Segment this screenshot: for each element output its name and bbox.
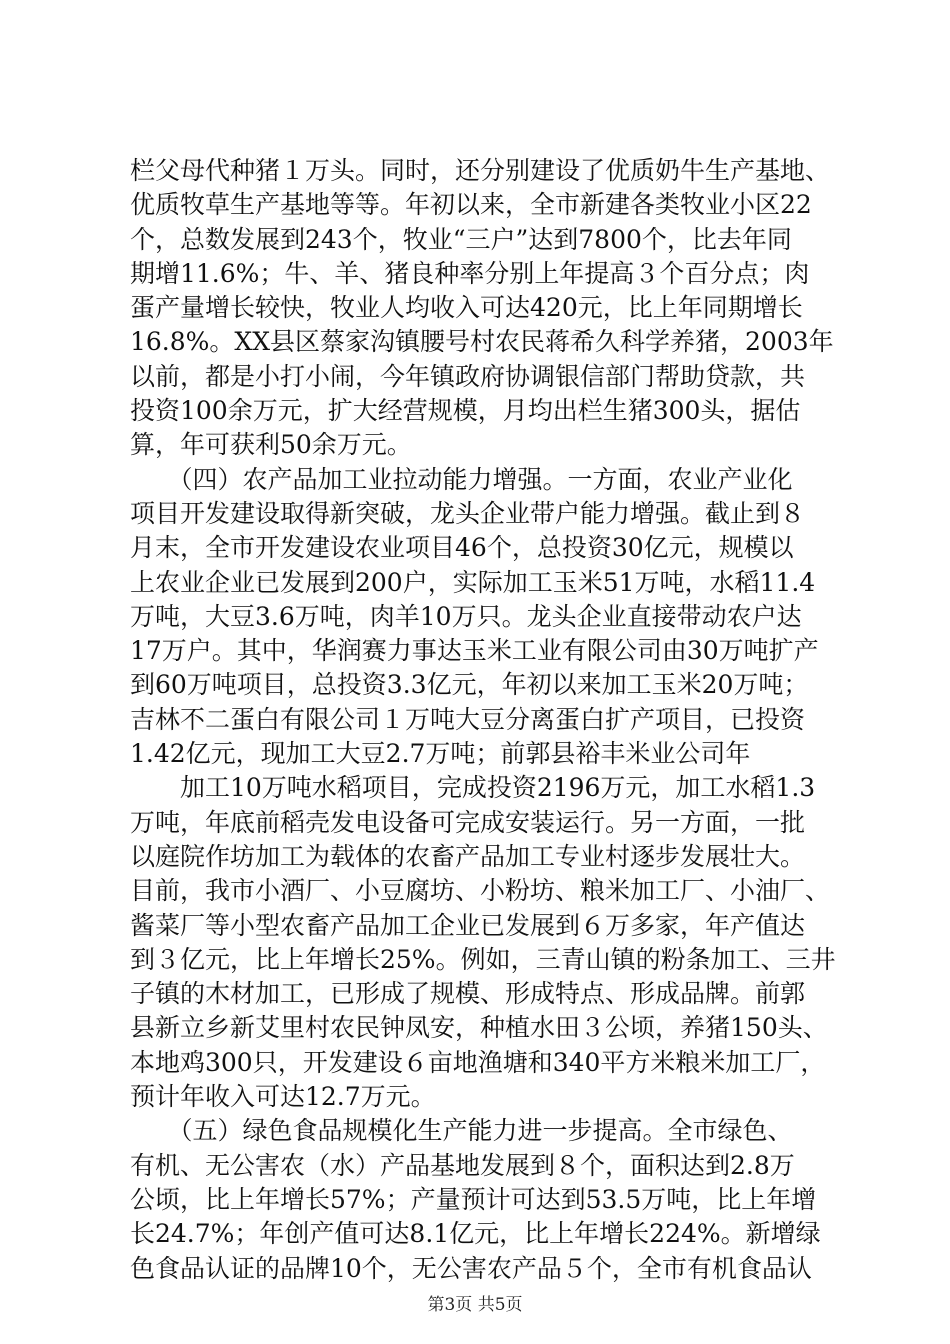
- text-line: 加工10万吨水稻项目，完成投资2196万元，加工水稻1.3: [130, 773, 816, 803]
- text-line: 万吨，大豆3.6万吨，肉羊10万只。龙头企业直接带动农户达: [130, 601, 802, 631]
- text-line: 到60万吨项目，总投资3.3亿元，年初以来加工玉米20万吨；: [130, 670, 809, 700]
- text-line: 公顷，比上年增长57%；产量预计可达到53.5万吨，比上年增: [130, 1184, 817, 1214]
- page-footer: 第3页 共5页: [427, 1295, 523, 1315]
- text-line: 优质牧草生产基地等等。年初以来，全市新建各类牧业小区22: [130, 190, 812, 220]
- text-line: 月末，全市开发建设农业项目46个，总投资30亿元，规模以: [130, 533, 794, 563]
- text-line: 到３亿元，比上年增长25%。例如，三青山镇的粉条加工、三井: [130, 944, 836, 974]
- text-line: 期增11.6%；牛、羊、猪良种率分别上年提高３个百分点；肉: [130, 258, 810, 288]
- text-line: 本地鸡300只，开发建设６亩地渔塘和340平方米粮米加工厂，: [130, 1047, 826, 1077]
- text-line: 以庭院作坊加工为载体的农畜产品加工专业村逐步发展壮大。: [130, 841, 806, 871]
- text-line: 17万户。其中，华润赛力事达玉米工业有限公司由30万吨扩产: [130, 636, 819, 666]
- text-line: 投资100余万元，扩大经营规模，月均出栏生猪300头，据估: [130, 396, 801, 426]
- text-line: 目前，我市小酒厂、小豆腐坊、小粉坊、粮米加工厂、小油厂、: [130, 876, 831, 906]
- text-line: 县新立乡新艾里村农民钟凤安，种植水田３公顷，养猪150头、: [130, 1013, 828, 1043]
- text-line: 项目开发建设取得新突破，龙头企业带户能力增强。截止到８: [130, 498, 806, 528]
- text-line: （五）绿色食品规模化生产能力进一步提高。全市绿色、: [130, 1116, 793, 1146]
- text-line: （四）农产品加工业拉动能力增强。一方面，农业产业化: [130, 464, 793, 494]
- text-line: 栏父母代种猪１万头。同时，还分别建设了优质奶牛生产基地、: [130, 156, 831, 185]
- text-line: 个，总数发展到243个，牧业“三户”达到7800个，比去年同: [130, 224, 792, 254]
- text-line: 子镇的木材加工，已形成了规模、形成特点、形成品牌。前郭: [130, 979, 806, 1009]
- text-line: 预计年收入可达12.7万元。: [130, 1082, 436, 1112]
- text-line: 以前，都是小打小闹，今年镇政府协调银信部门帮助贷款，共: [130, 361, 806, 391]
- text-line: 蛋产量增长较快，牧业人均收入可达420元，比上年同期增长: [130, 293, 803, 323]
- text-line: 上农业企业已发展到200户，实际加工玉米51万吨，水稻11.4: [130, 567, 816, 597]
- text-line: 16.8%。XX县区蔡家沟镇腰号村农民蒋希久科学养猪，2003年: [130, 327, 834, 357]
- text-line: 色食品认证的品牌10个，无公害农产品５个，全市有机食品认: [130, 1253, 812, 1283]
- text-line: 吉林不二蛋白有限公司１万吨大豆分离蛋白扩产项目，已投资: [130, 704, 806, 734]
- body-text: [130, 154, 836, 1286]
- text-line: 1.42亿元，现加工大豆2.7万吨；前郭县裕丰米业公司年: [130, 739, 751, 769]
- text-line: 酱菜厂等小型农畜产品加工企业已发展到６万多家，年产值达: [130, 910, 806, 940]
- text-line: 长24.7%；年创产值可达8.1亿元，比上年增长224%。新增绿: [130, 1219, 821, 1249]
- text-line: 算，年可获利50余万元。: [130, 430, 412, 460]
- text-line: 万吨，年底前稻壳发电设备可完成安装运行。另一方面，一批: [130, 807, 806, 837]
- text-line: 有机、无公害农（水）产品基地发展到８个，面积达到2.8万: [130, 1150, 795, 1180]
